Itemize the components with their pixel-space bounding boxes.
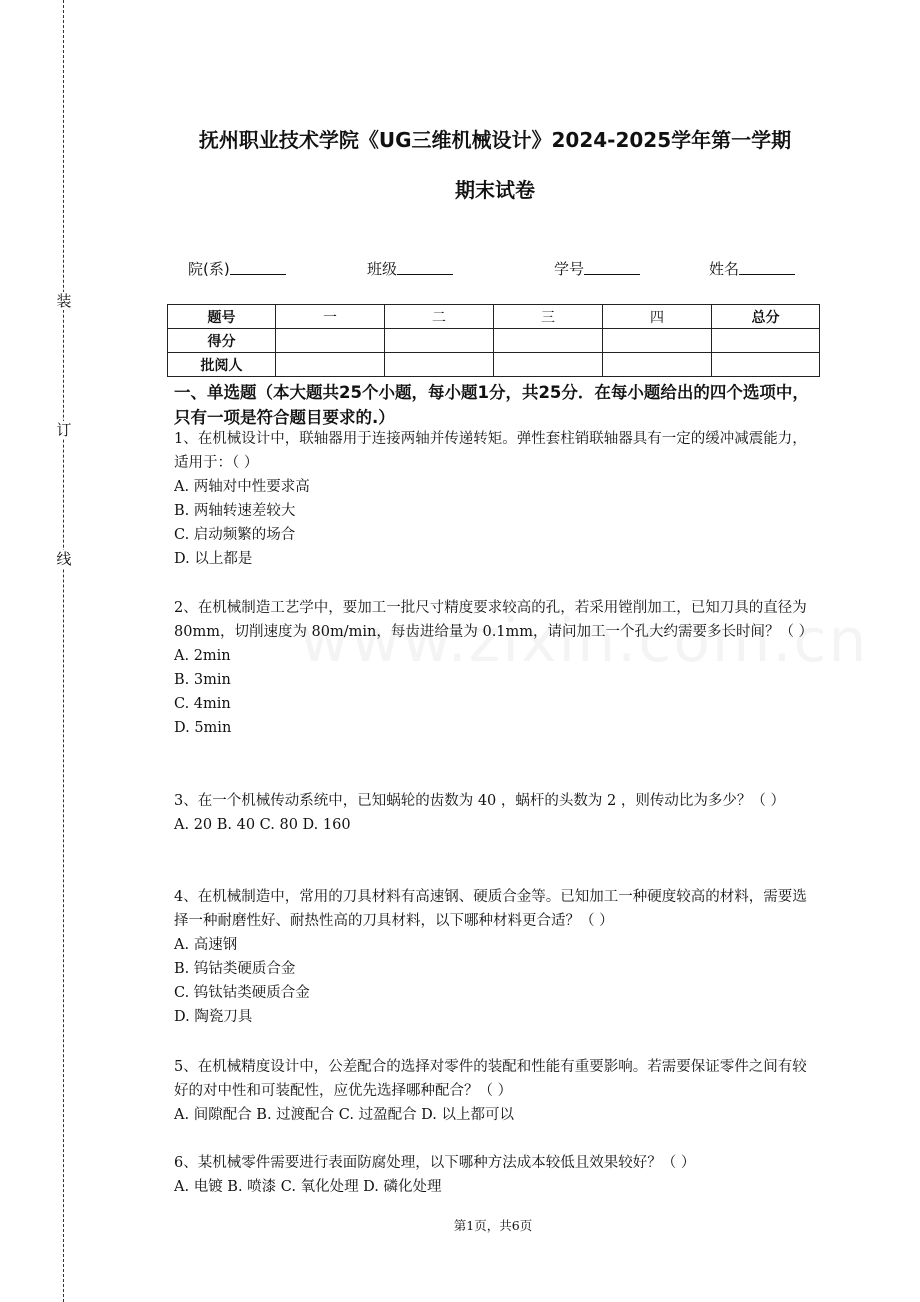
question-stem: 4、在机械制造中，常用的刀具材料有高速钢、硬质合金等。已知加工一种硬度较高的材料，需要选择一种耐磨性好、耐热性高的刀具材料，以下哪种材料更合适？（ ） xyxy=(174,889,807,929)
question-stem: 2、在机械制造工艺学中，要加工一批尺寸精度要求较高的孔，若采用镗削加工，已知刀具的直径为 80mm，切削速度为 80m/min，每齿进给量为 0.1mm，请问加工一个孔大约需要多长时间？（ ） xyxy=(174,600,814,640)
student-id-blank[interactable] xyxy=(584,260,640,275)
exam-title-line1: 抚州职业技术学院《UG三维机械设计》2024-2025学年第一学期 xyxy=(198,128,792,152)
question-option: A. 两轴对中性要求高 xyxy=(174,479,310,495)
score-cell[interactable] xyxy=(494,353,603,377)
binding-char-ding: 订 xyxy=(56,421,72,439)
exam-title-line2: 期末试卷 xyxy=(455,178,535,202)
score-cell[interactable] xyxy=(712,353,820,377)
question-stem: 6、某机械零件需要进行表面防腐处理，以下哪种方法成本较低且效果较好？（ ） xyxy=(174,1155,696,1171)
score-cell[interactable] xyxy=(276,353,385,377)
score-header-cell: 四 xyxy=(603,305,712,329)
score-table-row xyxy=(168,353,820,377)
score-header-cell: 题号 xyxy=(168,305,276,329)
score-cell[interactable] xyxy=(603,353,712,377)
question-2 xyxy=(174,596,820,740)
student-id-field[interactable] xyxy=(554,258,640,279)
score-row-label: 批阅人 xyxy=(168,353,276,377)
department-field[interactable] xyxy=(188,258,286,279)
score-header-cell: 三 xyxy=(494,305,603,329)
question-option: C. 启动频繁的场合 xyxy=(174,527,296,543)
name-blank[interactable] xyxy=(739,260,795,275)
question-option: A. 高速钢 xyxy=(174,937,238,953)
question-option: B. 两轴转速差较大 xyxy=(174,503,296,519)
score-cell[interactable] xyxy=(385,353,494,377)
question-option: C. 4min xyxy=(174,696,231,712)
score-cell[interactable] xyxy=(712,329,820,353)
name-label: 姓名 xyxy=(709,260,740,278)
binding-char-xian: 线 xyxy=(56,550,72,568)
score-header-cell: 二 xyxy=(385,305,494,329)
question-option: C. 钨钛钴类硬质合金 xyxy=(174,985,310,1001)
score-table xyxy=(167,304,820,377)
section-heading: 一、单选题（本大题共25个小题，每小题1分，共25分．在每小题给出的四个选项中，只有一项是符合题目要求的.） xyxy=(174,383,809,427)
question-3 xyxy=(174,789,820,837)
score-cell[interactable] xyxy=(603,329,712,353)
question-stem: 5、在机械精度设计中，公差配合的选择对零件的装配和性能有重要影响。若需要保证零件之间有较好的对中性和可装配性，应优先选择哪种配合？（ ） xyxy=(174,1059,807,1099)
question-5 xyxy=(174,1055,820,1127)
binding-dashed-line xyxy=(63,0,64,1302)
question-option: A. 2min xyxy=(174,648,231,664)
page-footer: 第1页，共6页 xyxy=(453,1218,533,1233)
score-cell[interactable] xyxy=(494,329,603,353)
student-id-label: 学号 xyxy=(554,260,585,278)
question-option: D. 陶瓷刀具 xyxy=(174,1009,253,1025)
question-stem: 3、在一个机械传动系统中，已知蜗轮的齿数为 40 ，蜗杆的头数为 2 ，则传动比为多少？（ ） xyxy=(174,793,785,809)
name-field[interactable] xyxy=(709,258,795,279)
department-label: 院(系) xyxy=(188,260,230,278)
binding-char-zhuang: 装 xyxy=(56,292,72,310)
class-label: 班级 xyxy=(367,260,398,278)
question-4 xyxy=(174,885,820,1029)
score-row-label: 得分 xyxy=(168,329,276,353)
question-option: A. 20 B. 40 C. 80 D. 160 xyxy=(174,817,351,833)
score-cell[interactable] xyxy=(276,329,385,353)
question-option: A. 电镀 B. 喷漆 C. 氧化处理 D. 磷化处理 xyxy=(174,1179,442,1195)
class-blank[interactable] xyxy=(397,260,453,275)
question-6 xyxy=(174,1151,820,1199)
question-option: D. 5min xyxy=(174,720,232,736)
question-option: D. 以上都是 xyxy=(174,551,253,567)
score-table-header-row xyxy=(168,305,820,329)
score-cell[interactable] xyxy=(385,329,494,353)
score-table-row xyxy=(168,329,820,353)
question-1 xyxy=(174,427,820,571)
question-option: B. 钨钴类硬质合金 xyxy=(174,961,296,977)
score-header-cell: 总分 xyxy=(712,305,820,329)
question-option: A. 间隙配合 B. 过渡配合 C. 过盈配合 D. 以上都可以 xyxy=(174,1107,515,1123)
score-header-cell: 一 xyxy=(276,305,385,329)
question-option: B. 3min xyxy=(174,672,231,688)
class-field[interactable] xyxy=(367,258,453,279)
department-blank[interactable] xyxy=(230,260,286,275)
question-stem: 1、在机械设计中，联轴器用于连接两轴并传递转矩。弹性套柱销联轴器具有一定的缓冲减震能力，适用于：（ ） xyxy=(174,431,807,471)
